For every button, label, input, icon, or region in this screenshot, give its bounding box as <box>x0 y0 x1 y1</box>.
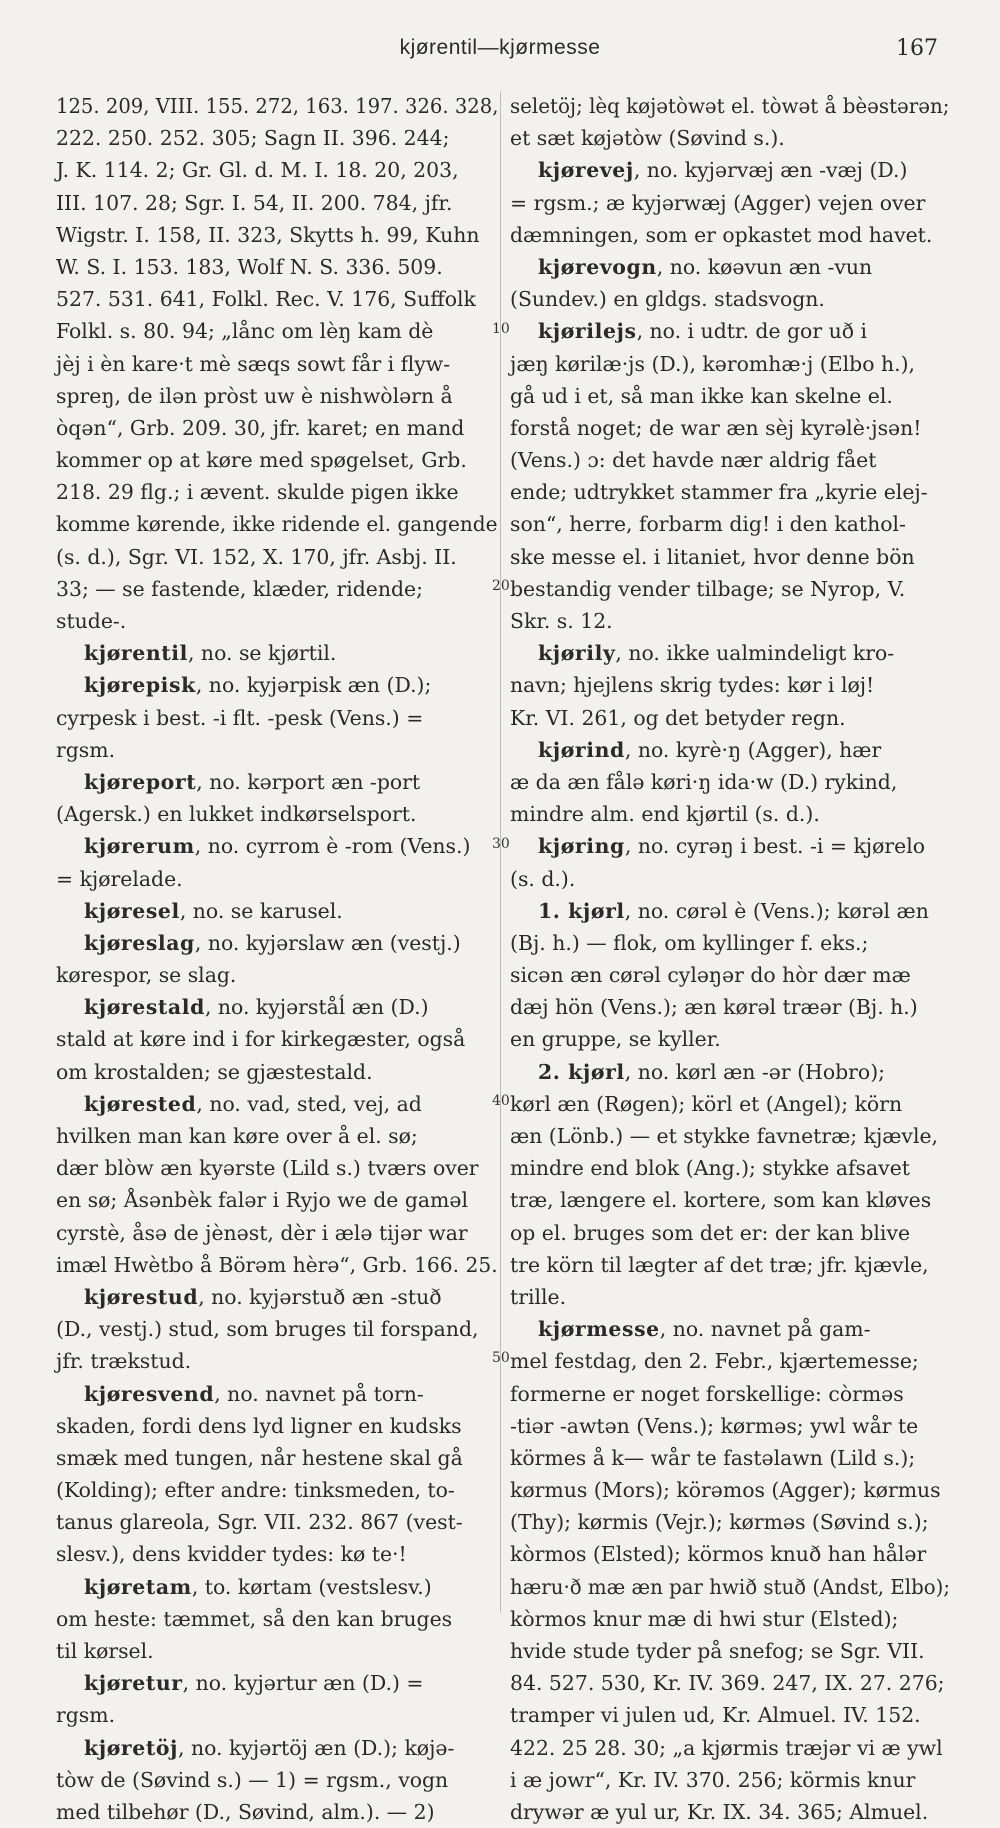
text-line: kjørind, no. kyrè·ŋ (Agger), hær <box>538 737 882 762</box>
text-line: kjøreslag, no. kyjərslaw æn (vestj.) <box>84 930 461 955</box>
text-line: rgsm. <box>56 1703 116 1728</box>
text-line: kjøreport, no. kərport æn -port <box>84 769 421 794</box>
text-line: forstå noget; de war æn sèj kyrəlè·jsən! <box>510 415 922 440</box>
column-divider <box>500 92 501 1612</box>
text-line: skaden, fordi dens lyd ligner en kudsks <box>56 1413 462 1438</box>
text-line: tramper vi julen ud, Kr. Almuel. IV. 152. <box>510 1703 921 1728</box>
text-line: (Kolding); efter andre: tinksmeden, to- <box>56 1478 455 1503</box>
text-line: 1. kjørl, no. cørəl è (Vens.); kørəl æn <box>538 898 929 923</box>
headword: kjøring <box>538 834 625 859</box>
text-line: en sø; Åsənbèk falər i Ryjo we de gaməl <box>56 1188 468 1213</box>
text-line: hæru·ð mæ æn par hwið stuð (Andst, Elbo); <box>510 1574 951 1599</box>
text-line: (Thy); kørmis (Vejr.); kørməs (Søvind s.); <box>510 1510 929 1535</box>
text-line: W. S. I. 153. 183, Wolf N. S. 336. 509. <box>56 254 443 279</box>
text-line: kjørentil, no. se kjørtil. <box>84 641 337 666</box>
text-line: ende; udtrykket stammer fra „kyrie elej- <box>510 480 928 505</box>
text-line: smæk med tungen, når hestene skal gå <box>56 1445 463 1470</box>
text-line: kjørily, no. ikke ualmindeligt kro- <box>538 641 895 666</box>
text-line: til kørsel. <box>56 1639 154 1663</box>
text-line: 125. 209, VIII. 155. 272, 163. 197. 326. 328, <box>56 94 499 118</box>
text-line: (Sundev.) en gldgs. stadsvogn. <box>510 287 825 312</box>
text-line: kjørepisk, no. kyjərpisk æn (D.); <box>84 673 432 698</box>
text-line: med tilbehør (D., Søvind, alm.). — 2) <box>56 1799 435 1824</box>
line-number: 20 <box>492 578 510 594</box>
headword: kjørmesse <box>538 1317 660 1342</box>
headword: kjørily <box>538 641 616 666</box>
text-line: òqən“, Grb. 209. 30, jfr. karet; en mand <box>56 415 465 440</box>
text-line: mindre end blok (Ang.); stykke afsavet <box>510 1156 910 1181</box>
text-line: jfr. trækstud. <box>56 1349 192 1374</box>
text-line: kørespor, se slag. <box>56 963 237 988</box>
line-number: 10 <box>492 321 510 337</box>
text-line: kòrmos knur mæ di hwi stur (Elsted); <box>510 1606 899 1631</box>
text-line: Folkl. s. 80. 94; „lånc om lèŋ kam dè <box>56 319 434 344</box>
text-line: tre körn til lægter af det træ; jfr. kjævle, <box>510 1252 929 1277</box>
headword: kjøresel <box>84 898 180 923</box>
text-line: 2. kjørl, no. kørl æn -ər (Hobro); <box>538 1059 886 1084</box>
headword: kjørepisk <box>84 673 196 698</box>
text-line: -tiər -awtən (Vens.); kørməs; ywl wår te <box>510 1413 919 1438</box>
text-line: hvilken man kan køre over å el. sø; <box>56 1124 418 1148</box>
text-line: rgsm. <box>56 737 116 762</box>
text-line: jèj i èn kare·t mè sæqs sowt får i flyw- <box>56 351 451 376</box>
text-line: J. K. 114. 2; Gr. Gl. d. M. I. 18. 20, 203, <box>56 158 459 183</box>
headword: kjørestud <box>84 1284 199 1309</box>
text-line: trille. <box>510 1284 567 1309</box>
text-line: æ da æn fålə køri·ŋ ida·w (D.) rykind, <box>510 769 898 794</box>
text-line: kjøretöj, no. kyjərtöj æn (D.); køjə- <box>84 1735 455 1760</box>
text-line: kjøring, no. cyrəŋ i best. -i = kjørelo <box>538 834 926 859</box>
text-line: kjøresel, no. se karusel. <box>84 898 343 923</box>
headword: kjøretam <box>84 1574 192 1599</box>
text-line: kòrmos (Elsted); körmos knuð han hålər <box>510 1542 927 1567</box>
running-head: kjørentil—kjørmesse <box>399 36 601 59</box>
text-line: slesv.), dens kvidder tydes: kø te·! <box>56 1542 407 1567</box>
headword: kjørerum <box>84 834 195 859</box>
text-line: mel festdag, den 2. Febr., kjærtemesse; <box>510 1349 919 1374</box>
headword: kjørind <box>538 737 625 762</box>
text-line: hvide stude tyder på snefog; se Sgr. VII. <box>510 1639 925 1663</box>
text-line: kjørmesse, no. navnet på gam- <box>538 1317 871 1342</box>
headword: kjørevogn <box>538 254 657 279</box>
text-line: kjøretam, to. kørtam (vestslesv.) <box>84 1574 432 1599</box>
text-line: bestandig vender tilbage; se Nyrop, V. <box>510 576 906 601</box>
text-line: kørmus (Mors); körəmos (Agger); kørmus <box>510 1478 941 1503</box>
text-line: = rgsm.; æ kyjərwæj (Agger) vejen over <box>510 190 926 215</box>
text-line: stude-. <box>56 609 127 633</box>
text-line: cyrstè, åsə de jènəst, dèr i ælə tijər war <box>56 1220 468 1245</box>
text-line: kjørestud, no. kyjərstuð æn -stuð <box>84 1284 442 1309</box>
text-line: (Bj. h.) — flok, om kyllinger f. eks.; <box>510 930 869 955</box>
text-line: Skr. s. 12. <box>510 609 613 633</box>
text-line: Kr. VI. 261, og det betyder regn. <box>510 705 846 730</box>
text-line: mindre alm. end kjørtil (s. d.). <box>510 802 820 827</box>
text-line: 527. 531. 641, Folkl. Rec. V. 176, Suffolk <box>56 287 476 312</box>
text-line: kjørilejs, no. i udtr. de gor uð i <box>538 319 867 344</box>
text-line: kjørested, no. vad, sted, vej, ad <box>84 1091 422 1116</box>
line-number: 50 <box>492 1350 510 1366</box>
text-line: kommer op at køre med spøgelset, Grb. <box>56 448 467 473</box>
text-line: dæj hön (Vens.); æn kørəl træər (Bj. h.) <box>510 995 918 1020</box>
text-line: Wigstr. I. 158, II. 323, Skytts h. 99, Kuhn <box>56 222 480 247</box>
text-line: imæl Hwètbo å Börəm hèrə“, Grb. 166. 25. <box>56 1252 498 1277</box>
page-header <box>0 36 1000 68</box>
headword: kjøresvend <box>84 1381 215 1406</box>
headword: kjøretöj <box>84 1735 179 1760</box>
text-line: et sæt køjətòw (Søvind s.). <box>510 126 785 151</box>
text-line: komme kørende, ikke ridende el. gangende <box>56 512 498 537</box>
left-column <box>56 90 498 1828</box>
text-line: 422. 25 28. 30; „a kjørmis træjər vi æ ywl <box>510 1735 943 1760</box>
text-line: op el. bruges som det er: der kan blive <box>510 1220 911 1245</box>
text-line: dæmningen, som er opkastet mod havet. <box>510 222 933 247</box>
text-line: (s. d.), Sgr. VI. 152, X. 170, jfr. Asbj. II. <box>56 544 457 569</box>
text-line: (D., vestj.) stud, som bruges til forspand, <box>56 1317 479 1342</box>
text-line: stald at køre ind i for kirkegæster, også <box>56 1027 466 1052</box>
headword: 2. kjørl <box>538 1059 625 1084</box>
text-line: 84. 527. 530, Kr. IV. 369. 247, IX. 27. 276; <box>510 1671 945 1696</box>
text-line: III. 107. 28; Sgr. I. 54, II. 200. 784, jfr. <box>56 190 453 215</box>
text-line: kjørerum, no. cyrrom è -rom (Vens.) <box>84 834 471 859</box>
text-line: 218. 29 flg.; i ævent. skulde pigen ikke <box>56 480 459 505</box>
text-line: navn; hjejlens skrig tydes: kør i løj! <box>510 673 875 698</box>
text-line: drywər æ yul ur, Kr. IX. 34. 365; Almuel. <box>510 1799 929 1824</box>
text-line: en gruppe, se kyller. <box>510 1027 721 1052</box>
text-line: = kjørelade. <box>56 866 183 891</box>
text-line: ske messe el. i litaniet, hvor denne bön <box>510 544 915 569</box>
headword: kjørested <box>84 1091 197 1116</box>
text-line: om heste: tæmmet, så den kan bruges <box>56 1606 453 1631</box>
text-line: kørl æn (Røgen); körl et (Angel); körn <box>510 1091 903 1116</box>
text-line: (s. d.). <box>510 866 576 891</box>
text-line: jæŋ kørilæ·js (D.), kəromhæ·j (Elbo h.), <box>510 351 916 376</box>
text-line: om krostalden; se gjæstestald. <box>56 1059 373 1084</box>
right-column <box>510 90 950 1828</box>
text-line: seletöj; lèq køjətòwət el. tòwət å bèəstərən; <box>510 94 950 118</box>
text-line: kjørevej, no. kyjərvæj æn -væj (D.) <box>538 158 908 183</box>
text-line: kjørevogn, no. køəvun æn -vun <box>538 254 873 279</box>
text-line: tòw de (Søvind s.) — 1) = rgsm., vogn <box>56 1767 449 1792</box>
text-line: tanus glareola, Sgr. VII. 232. 867 (vest- <box>56 1510 463 1535</box>
headword: kjørestald <box>84 995 205 1020</box>
text-line: kjørestald, no. kyjərståĺ æn (D.) <box>84 995 429 1020</box>
text-line: træ, længere el. kortere, som kan kløves <box>510 1188 932 1213</box>
text-line: (Agersk.) en lukket indkørselsport. <box>56 802 417 827</box>
text-line: i æ jowr“, Kr. IV. 370. 256; körmis knur <box>510 1767 916 1792</box>
headword: kjørentil <box>84 641 188 666</box>
text-line: formerne er noget forskellige: còrməs <box>510 1381 904 1406</box>
text-line: körmes å k— wår te fastəlawn (Lild s.); <box>510 1445 916 1470</box>
text-line: sicən æn cørəl cyləŋər do hòr dær mæ <box>510 963 911 988</box>
text-line: kjøresvend, no. navnet på torn- <box>84 1381 424 1406</box>
headword: kjørilejs <box>538 319 637 344</box>
text-line: 222. 250. 252. 305; Sagn II. 396. 244; <box>56 126 450 151</box>
headword: kjøreport <box>84 769 197 794</box>
text-line: (Vens.) ɔ: det havde nær aldrig fået <box>510 448 877 473</box>
text-line: son“, herre, forbarm dig! i den kathol- <box>510 512 906 537</box>
line-number: 40 <box>492 1093 510 1109</box>
headword: kjøretur <box>84 1671 183 1696</box>
line-number: 30 <box>492 836 510 852</box>
headword: 1. kjørl <box>538 898 625 923</box>
headword: kjørevej <box>538 158 634 183</box>
headword: kjøreslag <box>84 930 195 955</box>
text-line: 33; — se fastende, klæder, ridende; <box>56 576 423 601</box>
text-line: kjøretur, no. kyjərtur æn (D.) = <box>84 1671 424 1696</box>
page-number: 167 <box>896 36 938 61</box>
text-line: cyrpesk i best. -i flt. -pesk (Vens.) = <box>56 705 424 730</box>
text-line: gå ud i et, så man ikke kan skelne el. <box>510 383 893 408</box>
text-line: æn (Lönb.) — et stykke favnetræ; kjævle, <box>510 1124 939 1148</box>
text-line: spreŋ, de ilən pròst uw è nishwòlərn å <box>56 383 453 408</box>
text-line: dær blòw æn kyərste (Lild s.) tværs over <box>56 1156 479 1181</box>
